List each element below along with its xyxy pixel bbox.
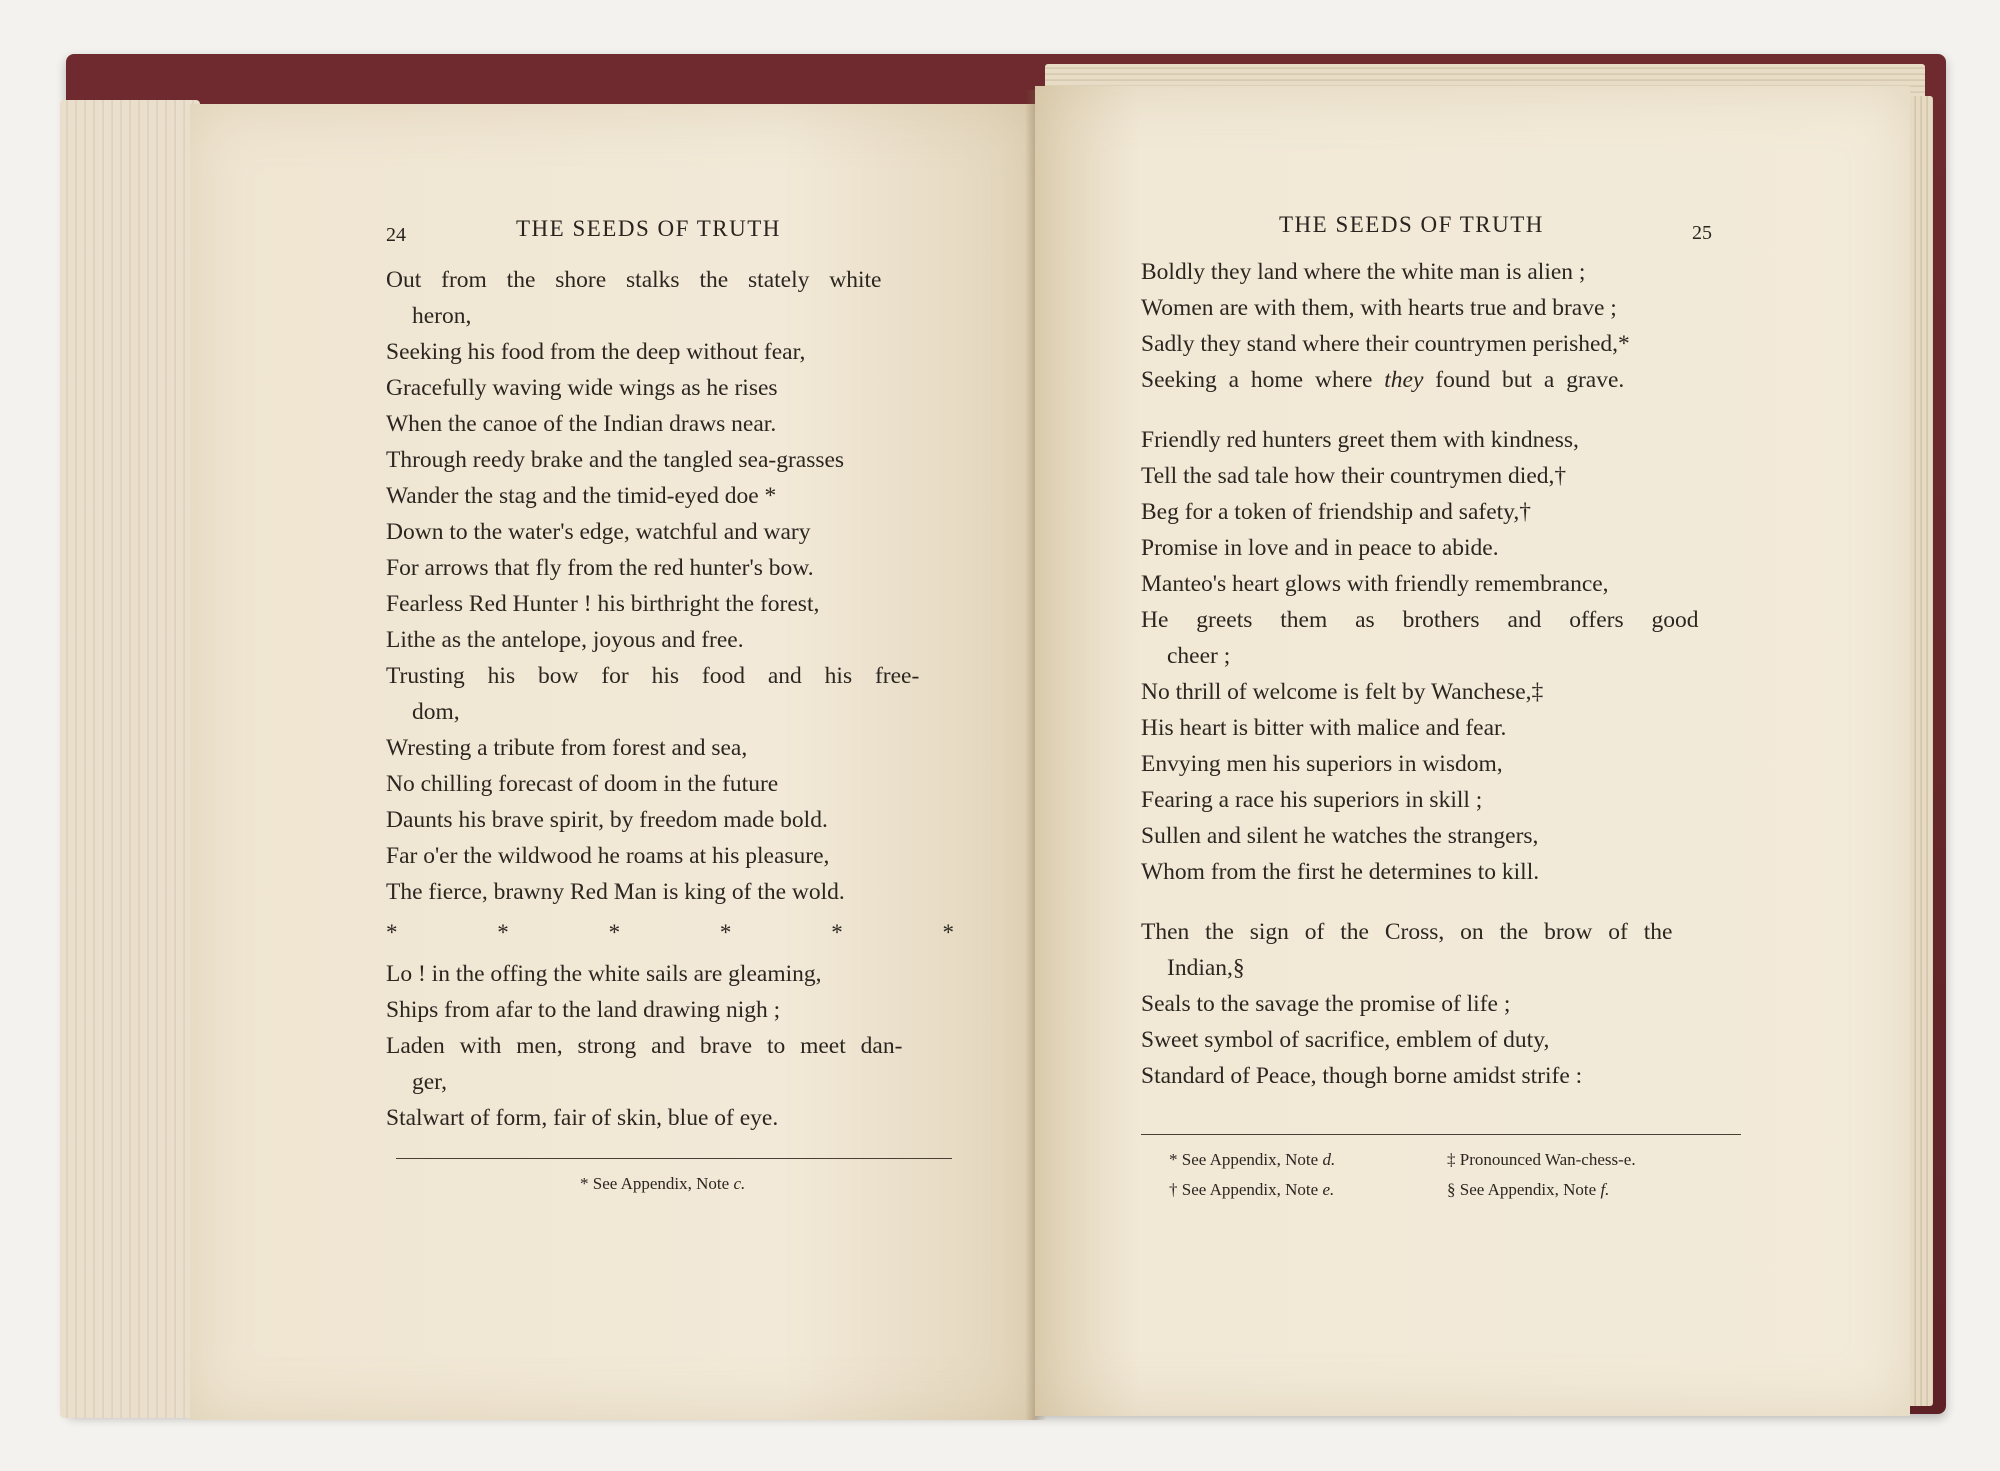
verse-line: dom, (412, 699, 460, 725)
verse-line: Lithe as the antelope, joyous and free. (386, 627, 744, 653)
verse-line-text: Then the sign of the Cross, on the brow of the (1141, 919, 1673, 945)
left-page (190, 104, 1035, 1420)
verse-line: Stalwart of form, fair of skin, blue of eye. (386, 1105, 779, 1131)
footnote-rule-left (396, 1158, 952, 1159)
footnote-note-letter: e. (1322, 1180, 1335, 1199)
footnote-note-letter: d. (1322, 1150, 1336, 1169)
separator-star: * (608, 920, 621, 945)
footnote-note-letter: f. (1600, 1180, 1610, 1199)
verse-line: Seals to the savage the promise of life ; (1141, 991, 1511, 1017)
footnote-rule-right (1141, 1134, 1741, 1135)
verse-line: Promise in love and in peace to abide. (1141, 535, 1499, 561)
verse-line: Indian,§ (1167, 955, 1245, 981)
verse-line: For arrows that fly from the red hunter's bow. (386, 555, 814, 581)
verse-line: Sweet symbol of sacrifice, emblem of duty, (1141, 1027, 1550, 1053)
separator-star: * (386, 920, 398, 945)
verse-line: No chilling forecast of doom in the future (386, 771, 779, 797)
footnote-right-2 (1169, 1176, 1334, 1204)
verse-line (386, 1028, 954, 1064)
right-page (1035, 86, 1910, 1416)
page-number-right: 25 (1692, 222, 1712, 244)
footnote-right-1 (1169, 1146, 1335, 1174)
footnote-left (580, 1170, 745, 1198)
verse-line: Sullen and silent he watches the strangers, (1141, 823, 1539, 849)
verse-line: Down to the water's edge, watchful and wary (386, 519, 811, 545)
footnote-text: † See Appendix, Note (1169, 1180, 1319, 1199)
verse-line: Daunts his brave spirit, by freedom made bold. (386, 807, 828, 833)
verse-line: Manteo's heart glows with friendly remembrance, (1141, 571, 1609, 597)
verse-line: Through reedy brake and the tangled sea-grasses (386, 447, 845, 473)
separator-star: * (942, 920, 954, 945)
verse-line: Far o'er the wildwood he roams at his pleasure, (386, 843, 830, 869)
footnote-text: * See Appendix, Note (1169, 1150, 1319, 1169)
verse-line: His heart is bitter with malice and fear. (1141, 715, 1507, 741)
verse-line: Wander the stag and the timid-eyed doe * (386, 483, 777, 509)
stanza-gap (1141, 890, 1741, 914)
verse-line: Sadly they stand where their countrymen perished,* (1141, 331, 1630, 357)
verse-line (386, 262, 954, 298)
footnote-right-3 (1447, 1146, 1636, 1174)
verse-left (386, 262, 954, 1136)
verse-line: Ships from afar to the land drawing nigh ; (386, 997, 781, 1023)
verse-right (1141, 254, 1741, 1094)
footnote-note-letter: c. (733, 1174, 746, 1193)
verse-line (386, 658, 954, 694)
running-header-right: THE SEEDS OF TRUTH (1279, 212, 1544, 237)
verse-line: Fearless Red Hunter ! his birthright the forest, (386, 591, 820, 617)
verse-line-text: Laden with men, strong and brave to meet dan- (386, 1033, 903, 1059)
verse-line: Gracefully waving wide wings as he rises (386, 375, 778, 401)
stanza-gap (1141, 398, 1741, 422)
verse-line: heron, (412, 303, 472, 329)
verse-line-text: found but a grave. (1435, 367, 1625, 393)
verse-line-text: He greets them as brothers and offers good (1141, 607, 1699, 633)
section-separator (386, 910, 954, 956)
verse-line: Envying men his superiors in wisdom, (1141, 751, 1503, 777)
verse-line: The fierce, brawny Red Man is king of the wold. (386, 879, 845, 905)
verse-line: Beg for a token of friendship and safety,† (1141, 499, 1532, 525)
verse-line: Tell the sad tale how their countrymen died,† (1141, 463, 1567, 489)
verse-line-text: Seeking a home where (1141, 367, 1373, 393)
verse-line: Lo ! in the offing the white sails are gleaming, (386, 961, 822, 987)
verse-line: Friendly red hunters greet them with kindness, (1141, 427, 1579, 453)
verse-line-text: Trusting his bow for his food and his free- (386, 663, 920, 689)
verse-line (1141, 362, 1741, 398)
footnote-text: ‡ Pronounced Wan-chess-e. (1447, 1150, 1636, 1169)
separator-star: * (497, 920, 509, 945)
page-edges-left (60, 100, 200, 1418)
footnote-text: * See Appendix, Note (580, 1174, 730, 1193)
verse-line: Seeking his food from the deep without fear, (386, 339, 806, 365)
running-header-left: THE SEEDS OF TRUTH (516, 216, 781, 241)
footnote-right-4 (1447, 1176, 1609, 1204)
footnote-text: § See Appendix, Note (1447, 1180, 1597, 1199)
verse-line: No thrill of welcome is felt by Wanchese,‡ (1141, 679, 1544, 705)
verse-line: Standard of Peace, though borne amidst strife : (1141, 1063, 1583, 1089)
verse-line-italic: they (1384, 367, 1424, 393)
separator-star: * (719, 920, 732, 945)
verse-line: ger, (412, 1069, 447, 1095)
page-number-left: 24 (386, 224, 406, 246)
verse-line-text: Out from the shore stalks the stately white (386, 267, 882, 293)
verse-line (1141, 602, 1741, 638)
separator-star: * (831, 920, 843, 945)
verse-line: Fearing a race his superiors in skill ; (1141, 787, 1483, 813)
verse-line (1141, 914, 1741, 950)
verse-line: Boldly they land where the white man is alien ; (1141, 259, 1586, 285)
verse-line: Whom from the first he determines to kill. (1141, 859, 1540, 885)
verse-line: Women are with them, with hearts true and brave ; (1141, 295, 1617, 321)
verse-line: Wresting a tribute from forest and sea, (386, 735, 748, 761)
verse-line: cheer ; (1167, 643, 1231, 669)
verse-line: When the canoe of the Indian draws near. (386, 411, 777, 437)
